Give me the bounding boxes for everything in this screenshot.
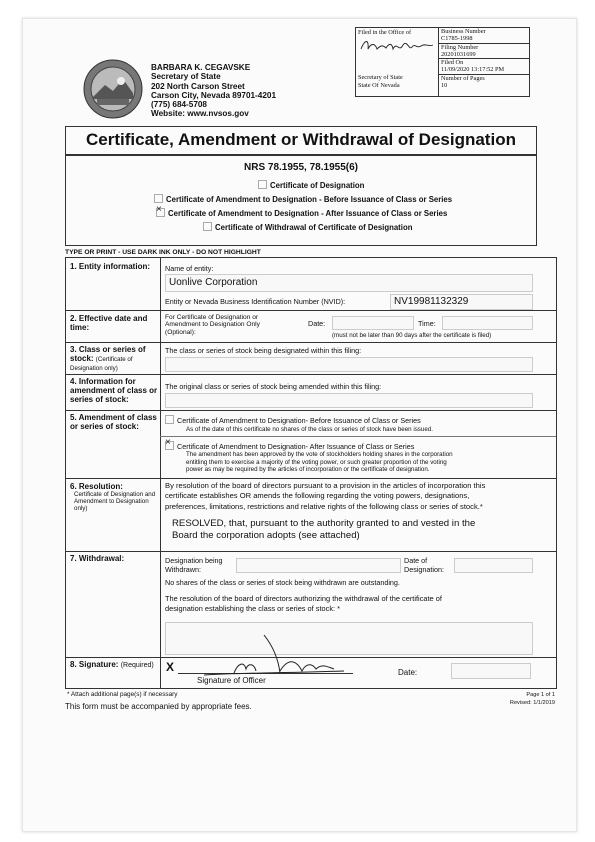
designation-withdrawn-label: Designation being Withdrawn:	[165, 556, 223, 574]
column-divider	[160, 258, 161, 688]
class-series-label: 3. Class or series of stock: (Certificate of Designation only)	[70, 345, 146, 372]
filed-on-label: Filed On	[441, 59, 464, 67]
amendment-after-option[interactable]: ×Certificate of Amendment to Designation- After Issuance of Class or Series	[165, 441, 414, 451]
effective-optional-text: For Certificate of Designation or Amendment to Designation Only (Optional):	[165, 314, 260, 336]
subrow-divider	[160, 436, 556, 437]
checkbox[interactable]	[203, 222, 212, 231]
business-number-label: Business Number	[441, 28, 486, 35]
date-of-designation-input[interactable]	[454, 558, 533, 573]
signature-label: 8. Signature: (Required)	[70, 660, 154, 669]
filing-stamp	[355, 27, 530, 97]
footer-revised: Revised: 1/1/2019	[509, 700, 555, 706]
office-website: Website: www.nvsos.gov	[151, 109, 249, 119]
checkbox-checked[interactable]	[165, 441, 174, 450]
row-divider	[66, 478, 556, 479]
filed-in-office-label: Filed in the Office of	[358, 29, 412, 36]
amendment-class-label: 5. Amendment of class or series of stock:	[70, 413, 157, 431]
number-of-pages: 10	[441, 82, 448, 90]
amendment-info-label: 4. Information for amendment of class or series of stock:	[70, 377, 158, 404]
resolution-label: 6. Resolution: Certificate of Designation and Amendment to Designation only)	[70, 482, 158, 512]
amendment-info-text: The original class or series of stock being amended within this filing:	[165, 382, 382, 391]
office-name: BARBARA K. CEGAVSKE	[151, 63, 251, 72]
business-number: C1785-1998	[441, 35, 473, 43]
amendment-before-option[interactable]: Certificate of Amendment to Designation- Before Issuance of Class or Series	[165, 415, 421, 425]
no-shares-text: No shares of the class or series of stock being withdrawn are outstanding.	[165, 578, 400, 587]
document-page	[22, 18, 577, 832]
page-title: Certificate, Amendment or Withdrawal of Designation	[86, 130, 516, 149]
resolution-text: By resolution of the board of directors pursuant to a provision in the articles of incorporation this certificate establishes OR amends the following regarding the voting powers, designations, preferences, limitations, restrictions and relative rights of the following class or series of stock.*	[165, 481, 486, 511]
state-of-nevada-label: State Of Nevada	[358, 82, 400, 89]
checkbox[interactable]	[258, 180, 267, 189]
entity-name-label: Name of entity:	[165, 264, 214, 273]
nvid-value: NV19981132329	[394, 296, 469, 307]
nvid-field[interactable]	[390, 294, 533, 310]
row-divider	[66, 342, 556, 343]
effective-date-label: 2. Effective date and time:	[70, 314, 148, 332]
number-of-pages-label: Number of Pages	[441, 74, 485, 82]
amendment-info-input[interactable]	[165, 393, 533, 408]
signature-date-input[interactable]	[451, 663, 531, 679]
row-divider	[66, 410, 556, 411]
filing-number: 20201031699	[441, 50, 476, 58]
signature-of-officer-label: Signature of Officer	[197, 676, 266, 685]
signature-input[interactable]	[196, 662, 353, 672]
signature-date-label: Date:	[398, 668, 418, 677]
nrs-reference: NRS 78.1955, 78.1955(6)	[244, 162, 358, 173]
row-divider	[66, 310, 556, 311]
option-amendment-before-issuance[interactable]: Certificate of Amendment to Designation - Before Issuance of Class or Series	[154, 194, 452, 204]
date-of-designation-label: Date of Designation:	[404, 556, 444, 574]
entity-name-value: Uonlive Corporation	[169, 277, 258, 288]
class-series-input[interactable]	[165, 357, 533, 372]
office-street: 202 North Carson Street	[151, 81, 245, 91]
amendment-after-note: The amendment has been approved by the vote of stockholders holding shares in the corporation entitling them to exercise a majority of the voting power, or such greater proportion of the voting power as may be required by the articles of incorporation or the certificate of designation.	[186, 451, 453, 474]
withdrawal-label: 7. Withdrawal:	[70, 554, 125, 563]
signature-x-mark: X	[166, 660, 175, 674]
office-city: Carson City, Nevada 89701-4201	[151, 90, 277, 100]
form-grid	[65, 257, 557, 689]
filed-on-value: 11/09/2020 13:17:52 PM	[441, 66, 505, 74]
amendment-before-note: As of the date of this certificate no shares of the class or series of stock have been issued.	[186, 426, 433, 433]
resolution-sublabel: Certificate of Designation and Amendment to Designation only)	[74, 491, 156, 512]
footer-attach-note: * Attach additional page(s) if necessary	[67, 691, 178, 698]
option-certificate-of-designation[interactable]: Certificate of Designation	[258, 180, 364, 190]
checkbox[interactable]	[165, 415, 174, 424]
nvid-label: Entity or Nevada Business Identification Number (NVID):	[165, 297, 346, 306]
footer-page-number: Page 1 of 1	[526, 692, 555, 698]
title-bar	[66, 127, 536, 156]
option-withdrawal[interactable]: Certificate of Withdrawal of Certificate of Designation	[203, 222, 412, 232]
option-amendment-after-issuance[interactable]: ×Certificate of Amendment to Designation - After Issuance of Class or Series	[156, 208, 447, 218]
designation-withdrawn-input[interactable]	[236, 558, 401, 573]
secretary-of-state-label: Secretary of State	[358, 74, 403, 81]
effective-date-label-field: Date:	[308, 319, 326, 328]
office-title: Secretary of State	[151, 72, 221, 82]
entity-name-field[interactable]	[165, 274, 533, 292]
class-series-sublabel: (Certificate of Designation only)	[70, 356, 133, 372]
row-divider	[66, 374, 556, 375]
checkbox-checked[interactable]	[156, 208, 165, 217]
type-instruction: TYPE OR PRINT - USE DARK INK ONLY - DO NOT HIGHLIGHT	[65, 249, 261, 256]
entity-information-label: 1. Entity information:	[70, 262, 150, 271]
effective-time-label: Time:	[418, 319, 436, 328]
withdrawal-resolution-text: The resolution of the board of directors authorizing the withdrawal of the certificate of designation establishing the class or series of stock: *	[165, 594, 442, 613]
effective-time-input[interactable]	[442, 316, 533, 330]
office-address-block	[151, 63, 276, 119]
effective-date-input[interactable]	[332, 316, 414, 330]
effective-date-note: (must not be later than 90 days after the certificate is filed)	[332, 332, 492, 339]
resolution-value: RESOLVED, that, pursuant to the authority granted to and vested in the Board the corporation adopts (see attached)	[172, 518, 476, 541]
office-phone: (775) 684-5708	[151, 100, 207, 110]
class-series-text: The class or series of stock being designated within this filing:	[165, 346, 362, 355]
filing-number-label: Filing Number	[441, 43, 479, 51]
footer-fees-note: This form must be accompanied by appropriate fees.	[65, 702, 252, 711]
signature-required: (Required)	[120, 662, 154, 669]
secretary-signature-icon	[359, 37, 435, 55]
form-title-box	[65, 126, 537, 246]
nevada-state-seal-icon	[83, 59, 143, 119]
checkbox[interactable]	[154, 194, 163, 203]
row-divider	[66, 551, 556, 552]
